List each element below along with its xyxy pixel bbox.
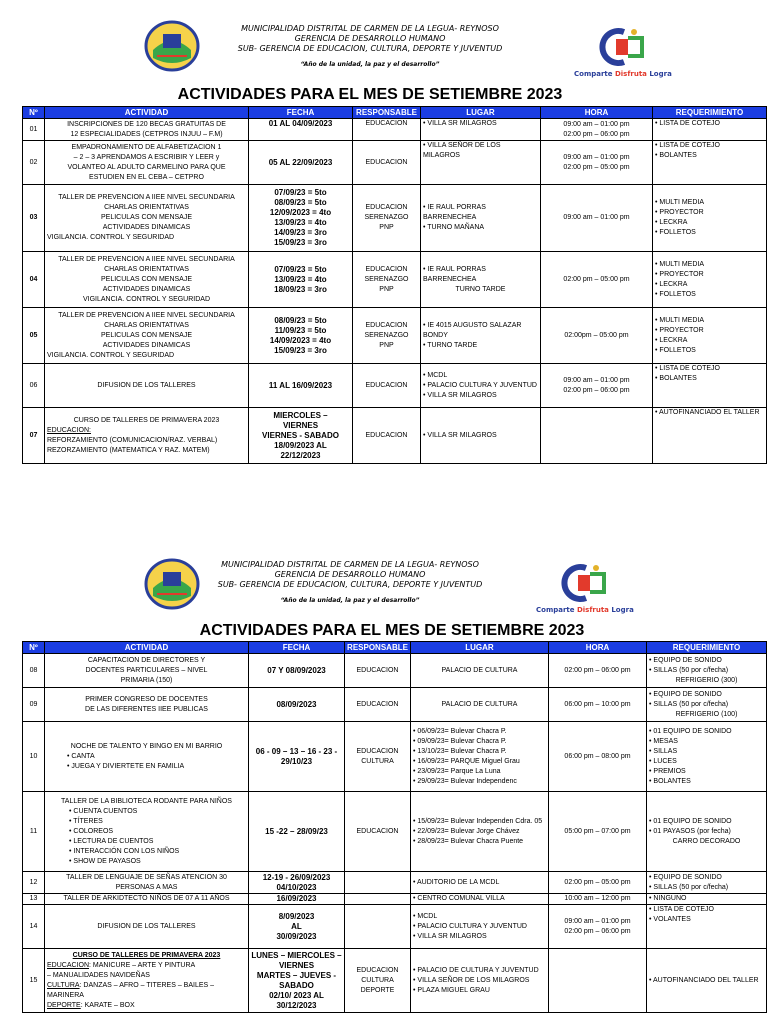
row-num: 13 [23, 894, 45, 905]
logo-brand-text: Comparte Disfruta Logra [536, 606, 634, 614]
row-responsable: EDUCACION CULTURA DEPORTE [345, 949, 411, 1013]
row-actividad: CURSO DE TALLERES DE PRIMAVERA 2023 EDUCACION: REFORZAMIENTO (COMUNICACION/RAZ. VERBAL) REZORZAMIENTO (MATEMATICA Y RAZ. MATEM) [45, 408, 249, 464]
row-responsable [345, 905, 411, 949]
header-line-1: MUNICIPALIDAD DISTRITAL DE CARMEN DE LA LEGUA- REYNOSO [241, 24, 499, 33]
row-lugar: • 06/09/23= Bulevar Chacra P. • 09/09/23= Bulevar Chacra P. • 13/10/23= Bulevar Chacra P. • 16/09/23= PARQUE Miguel Grau • 23/09/23= Parque La Luna • 29/09/23= Bulevar Independenc [411, 722, 549, 792]
col-header-lugar: LUGAR [421, 107, 541, 119]
table-header-row [23, 642, 767, 654]
table-row [23, 252, 767, 308]
row-fecha: 12-19 - 26/09/2023 04/10/2023 [249, 872, 345, 894]
row-actividad: TALLER DE PREVENCION A IIEE NIVEL SECUNDARIA CHARLAS ORIENTATIVAS PELICULAS CON MENSAJE ACTIVIDADES DINAMICAS VIGILANCIA. CONTROL Y SEGURIDAD [45, 185, 249, 252]
row-num: 12 [23, 872, 45, 894]
row-num: 06 [23, 364, 45, 408]
col-header-fecha: FECHA [249, 107, 353, 119]
row-num: 14 [23, 905, 45, 949]
row-hora: 09:00 am – 01:00 pm 02:00 pm – 05:00 pm [541, 141, 653, 185]
page-title: ACTIVIDADES PARA EL MES DE SETIEMBRE 2023 [199, 622, 585, 639]
row-lugar: • AUDITORIO DE LA MCDL [411, 872, 549, 894]
row-responsable: EDUCACION [353, 364, 421, 408]
row-lugar: • IE RAUL PORRAS BARRENECHEA TURNO TARDE [421, 252, 541, 308]
table-row [23, 688, 767, 722]
row-lugar: • CENTRO COMUNAL VILLA [411, 894, 549, 905]
table-row [23, 185, 767, 252]
row-fecha: 08/09/2023 [249, 688, 345, 722]
row-responsable: EDUCACION SERENAZGO PNP [353, 185, 421, 252]
comparte-disfruta-logra-logo [536, 562, 634, 620]
row-requerimiento: • EQUIPO DE SONIDO • SILLAS (50 por c/fecha) REFRIGERIO (100) [647, 688, 767, 722]
row-fecha: 01 AL 04/09/2023 [249, 119, 353, 141]
row-responsable: EDUCACION SERENAZGO PNP [353, 308, 421, 364]
row-actividad: CURSO DE TALLERES DE PRIMAVERA 2023 EDUCACION: MANICURE – ARTE Y PINTURA – MANUALIDADES NAVIDEÑAS CULTURA: DANZAS – AFRO – TITERES – BAILES – MARINERA DEPORTE: KARATE – BOX [45, 949, 249, 1013]
row-hora: 06:00 pm – 10:00 pm [549, 688, 647, 722]
table-row [23, 905, 767, 949]
row-num: 02 [23, 141, 45, 185]
row-fecha: 07/09/23 = 5to 13/09/23 = 4to 18/09/23 = 3ro [249, 252, 353, 308]
municipal-seal-logo [143, 20, 201, 72]
row-lugar: • 15/09/23= Bulevar Independen Cdra. 05 • 22/09/23= Bulevar Jorge Chávez • 28/09/23= Bulevar Chacra Puente [411, 792, 549, 872]
row-requerimiento: • 01 EQUIPO DE SONIDO • 01 PAYASOS (por fecha) CARRO DECORADO [647, 792, 767, 872]
table-row [23, 949, 767, 1013]
row-lugar: • MCDL • PALACIO CULTURA Y JUVENTUD • VILLA SR MILAGROS [411, 905, 549, 949]
row-actividad: CAPACITACION DE DIRECTORES Y DOCENTES PARTICULARES – NIVEL PRIMARIA (150) [45, 654, 249, 688]
row-responsable: EDUCACION [353, 141, 421, 185]
row-requerimiento: • MULTI MEDIA • PROYECTOR • LECKRA • FOLLETOS [653, 185, 767, 252]
col-header-requerimiento: REQUERIMIENTO [653, 107, 767, 119]
row-requerimiento: • EQUIPO DE SONIDO • SILLAS (50 por c/fecha) [647, 872, 767, 894]
col-header-num: Nº [23, 642, 45, 654]
col-header-lugar: LUGAR [411, 642, 549, 654]
row-num: 01 [23, 119, 45, 141]
row-responsable [345, 872, 411, 894]
row-actividad: TALLER DE ARKIDTECTO NIÑOS DE 07 A 11 AÑOS [45, 894, 249, 905]
row-hora: 02:00 pm – 05:00 pm [549, 872, 647, 894]
header-line-2: GERENCIA DE DESARROLLO HUMANO [294, 34, 446, 43]
activities-table [22, 106, 767, 464]
row-responsable: EDUCACION CULTURA [345, 722, 411, 792]
row-actividad: TALLER DE PREVENCION A IIEE NIVEL SECUNDARIA CHARLAS ORIENTATIVAS PELICULAS CON MENSAJE ACTIVIDADES DINAMICAS VIGILANCIA. CONTROL Y SEGURIDAD [45, 252, 249, 308]
row-responsable [345, 894, 411, 905]
row-actividad: DIFUSION DE LOS TALLERES [45, 364, 249, 408]
col-header-responsable: RESPONSABLE [353, 107, 421, 119]
row-actividad: NOCHE DE TALENTO Y BINGO EN MI BARRIO • CANTA • JUEGA Y DIVIERTETE EN FAMILIA [45, 722, 249, 792]
table-row [23, 408, 767, 464]
col-header-requerimiento: REQUERIMIENTO [647, 642, 767, 654]
row-hora [549, 949, 647, 1013]
header-line-1: MUNICIPALIDAD DISTRITAL DE CARMEN DE LA LEGUA- REYNOSO [221, 560, 479, 569]
row-num: 09 [23, 688, 45, 722]
row-hora: 09:00 am – 01:00 pm 02:00 pm – 06:00 pm [541, 119, 653, 141]
col-header-actividad: ACTIVIDAD [45, 107, 249, 119]
row-responsable: EDUCACION [345, 654, 411, 688]
row-fecha: 11 AL 16/09/2023 [249, 364, 353, 408]
row-fecha: 07 Y 08/09/2023 [249, 654, 345, 688]
header-text [220, 24, 520, 70]
row-actividad: TALLER DE LA BIBLIOTECA RODANTE PARA NIÑOS • CUENTA CUENTOS • TÍTERES • COLOREOS • LECTURA DE CUENTOS • INTERACCIÓN CON LOS NIÑOS • SHOW DE PAYASOS [45, 792, 249, 872]
row-requerimiento: • MULTI MEDIA • PROYECTOR • LECKRA • FOLLETOS [653, 308, 767, 364]
page-header [0, 0, 768, 80]
row-lugar: • MCDL • PALACIO CULTURA Y JUVENTUD • VILLA SR MILAGROS [421, 364, 541, 408]
header-line-3: SUB- GERENCIA DE EDUCACION, CULTURA, DEPORTE Y JUVENTUD [217, 580, 483, 589]
row-hora: 02:00 pm – 06:00 pm [549, 654, 647, 688]
row-responsable: EDUCACION [353, 119, 421, 141]
row-actividad: TALLER DE PREVENCION A IIEE NIVEL SECUNDARIA CHARLAS ORIENTATIVAS PELICULAS CON MENSAJE ACTIVIDADES DINAMICAS VIGILANCIA. CONTROL Y SEGURIDAD [45, 308, 249, 364]
row-fecha: 15 -22 – 28/09/23 [249, 792, 345, 872]
row-actividad: PRIMER CONGRESO DE DOCENTES DE LAS DIFERENTES IIEE PUBLICAS [45, 688, 249, 722]
row-requerimiento: • MULTI MEDIA • PROYECTOR • LECKRA • FOLLETOS [653, 252, 767, 308]
row-fecha: 08/09/23 = 5to 11/09/23 = 5to 14/09/2023 = 4to 15/09/23 = 3ro [249, 308, 353, 364]
row-hora: 02:00 pm – 05:00 pm [541, 252, 653, 308]
row-fecha: 07/09/23 = 5to 08/09/23 = 5to 12/09/2023 = 4to 13/09/23 = 4to 14/09/23 = 3ro 15/09/23 = 3ro [249, 185, 353, 252]
row-lugar: • IE 4015 AUGUSTO SALAZAR BONDY • TURNO TARDE [421, 308, 541, 364]
row-fecha: 06 - 09 – 13 – 16 - 23 - 29/10/23 [249, 722, 345, 792]
row-num: 15 [23, 949, 45, 1013]
page-header [0, 548, 768, 628]
row-num: 07 [23, 408, 45, 464]
row-hora: 05:00 pm – 07:00 pm [549, 792, 647, 872]
col-header-hora: HORA [541, 107, 653, 119]
page-2 [0, 548, 768, 1024]
table-row [23, 872, 767, 894]
row-hora: 02:00pm – 05:00 pm [541, 308, 653, 364]
col-header-hora: HORA [549, 642, 647, 654]
row-actividad: INSCRIPCIONES DE 120 BECAS GRATUITAS DE 12 ESPECIALIDADES (CETPROS INJUU – F.M) [45, 119, 249, 141]
row-lugar: • VILLA SR MILAGROS [421, 408, 541, 464]
row-actividad: TALLER DE LENGUAJE DE SEÑAS ATENCION 30 PERSONAS A MAS [45, 872, 249, 894]
row-requerimiento: • LISTA DE COTEJO [653, 119, 767, 141]
col-header-responsable: RESPONSABLE [345, 642, 411, 654]
row-responsable: EDUCACION [345, 792, 411, 872]
logo-brand-text: Comparte Disfruta Logra [574, 70, 672, 78]
row-requerimiento: • 01 EQUIPO DE SONIDO • MESAS • SILLAS • LUCES • PREMIOS • BOLANTES [647, 722, 767, 792]
row-hora [541, 408, 653, 464]
col-header-actividad: ACTIVIDAD [45, 642, 249, 654]
row-responsable: EDUCACION [345, 688, 411, 722]
activities-table [22, 641, 767, 1013]
row-lugar: • VILLA SEÑOR DE LOS MILAGROS [421, 141, 541, 185]
row-requerimiento: • LISTA DE COTEJO • BOLANTES [653, 364, 767, 408]
col-header-fecha: FECHA [249, 642, 345, 654]
row-actividad: EMPADRONAMIENTO DE ALFABETIZACION 1 – 2 – 3 APRENDAMOS A ESCRIBIR Y LEER y VOLANTEO AL ADULTO CARMELINO PARA QUE ESTUDIEN EN EL CEBA – CETPRO [45, 141, 249, 185]
row-hora: 06:00 pm – 08:00 pm [549, 722, 647, 792]
row-requerimiento: • EQUIPO DE SONIDO • SILLAS (50 por c/fecha) REFRIGERIO (300) [647, 654, 767, 688]
header-motto: “Año de la unidad, la paz y el desarrollo” [280, 597, 420, 604]
table-row [23, 722, 767, 792]
row-hora: 09:00 am – 01:00 pm 02:00 pm – 06:00 pm [549, 905, 647, 949]
row-fecha: MIERCOLES – VIERNES VIERNES - SABADO 18/09/2023 AL 22/12/2023 [249, 408, 353, 464]
row-fecha: 05 AL 22/09/2023 [249, 141, 353, 185]
row-actividad: DIFUSION DE LOS TALLERES [45, 905, 249, 949]
row-lugar: • IE RAUL PORRAS BARRENECHEA • TURNO MAÑANA [421, 185, 541, 252]
row-lugar: • VILLA SR MILAGROS [421, 119, 541, 141]
row-requerimiento: • LISTA DE COTEJO • VOLANTES [647, 905, 767, 949]
row-responsable: EDUCACION SERENAZGO PNP [353, 252, 421, 308]
row-num: 04 [23, 252, 45, 308]
comparte-disfruta-logra-logo [574, 26, 672, 84]
row-requerimiento: • LISTA DE COTEJO • BOLANTES [653, 141, 767, 185]
row-hora: 09:00 am – 01:00 pm [541, 185, 653, 252]
table-header-row [23, 107, 767, 119]
table-row [23, 894, 767, 905]
row-fecha: 8/09/2023 AL 30/09/2023 [249, 905, 345, 949]
page-1 [0, 0, 768, 478]
row-num: 03 [23, 185, 45, 252]
row-hora: 10:00 am – 12:00 pm [549, 894, 647, 905]
table-row [23, 792, 767, 872]
row-lugar: PALACIO DE CULTURA [411, 654, 549, 688]
row-lugar: PALACIO DE CULTURA [411, 688, 549, 722]
row-num: 11 [23, 792, 45, 872]
row-num: 08 [23, 654, 45, 688]
table-row [23, 308, 767, 364]
header-line-2: GERENCIA DE DESARROLLO HUMANO [274, 570, 426, 579]
page-title: ACTIVIDADES PARA EL MES DE SETIEMBRE 2023 [177, 86, 563, 103]
row-requerimiento: • AUTOFINANCIADO DEL TALLER [647, 949, 767, 1013]
row-num: 10 [23, 722, 45, 792]
header-motto: “Año de la unidad, la paz y el desarrollo” [300, 61, 440, 68]
row-responsable: EDUCACION [353, 408, 421, 464]
row-fecha: 16/09/2023 [249, 894, 345, 905]
municipal-seal-logo [143, 558, 201, 610]
table-row [23, 654, 767, 688]
row-num: 05 [23, 308, 45, 364]
row-lugar: • PALACIO DE CULTURA Y JUVENTUD • VILLA SEÑOR DE LOS MILAGROS • PLAZA MIGUEL GRAU [411, 949, 549, 1013]
row-requerimiento: • NINGUNO [647, 894, 767, 905]
header-line-3: SUB- GERENCIA DE EDUCACION, CULTURA, DEPORTE Y JUVENTUD [237, 44, 503, 53]
table-row [23, 141, 767, 185]
header-text [200, 560, 500, 606]
row-requerimiento: • AUTOFINANCIADO EL TALLER [653, 408, 767, 464]
table-row [23, 119, 767, 141]
table-row [23, 364, 767, 408]
row-hora: 09:00 am – 01:00 pm 02:00 pm – 06:00 pm [541, 364, 653, 408]
col-header-num: Nº [23, 107, 45, 119]
row-fecha: LUNES – MIERCOLES – VIERNES MARTES – JUEVES - SABADO 02/10/ 2023 AL 30/12/2023 [249, 949, 345, 1013]
